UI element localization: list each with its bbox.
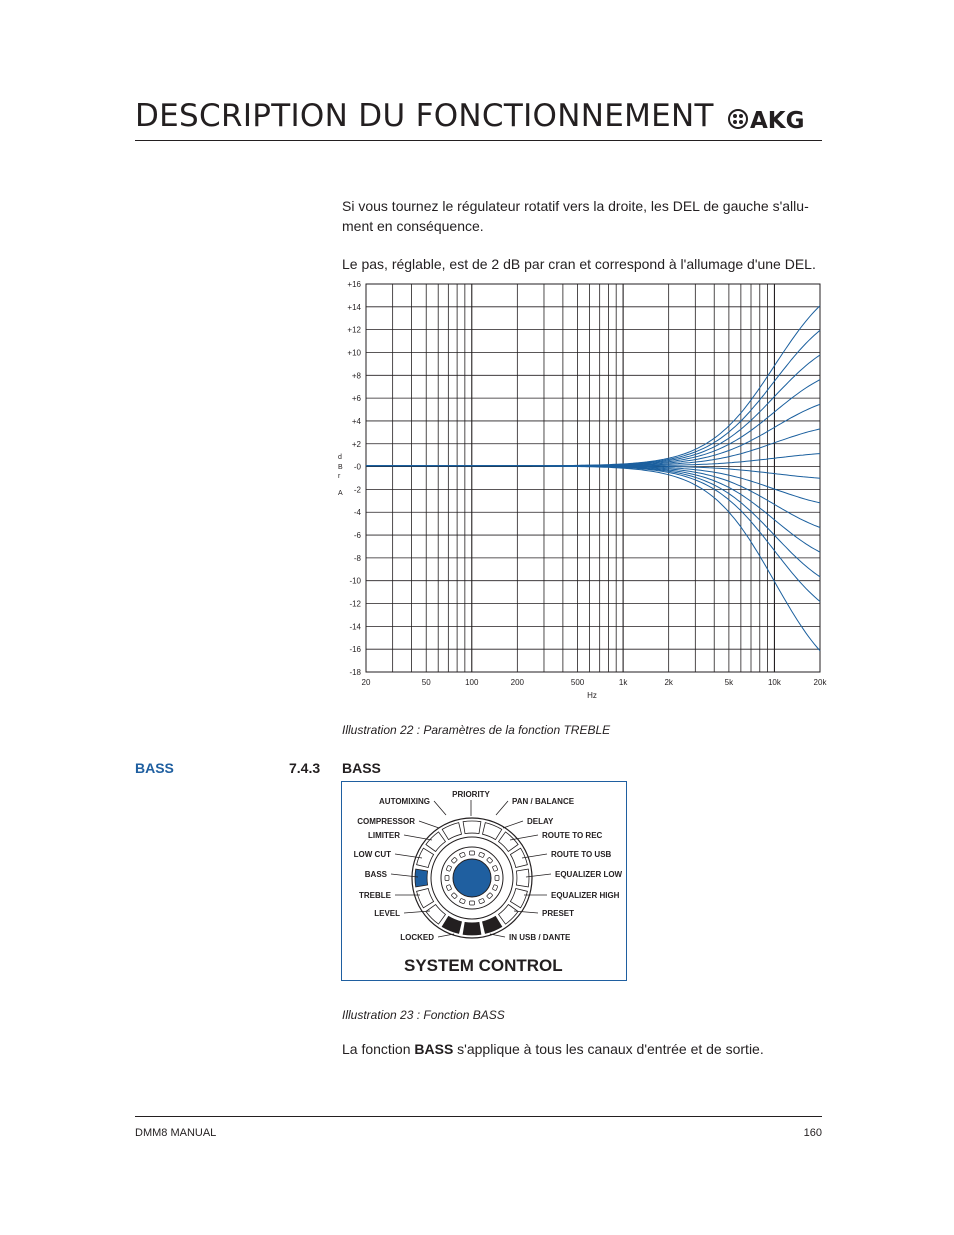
treble-curve [366,404,820,466]
panel-label-right: IN USB / DANTE [509,933,571,942]
y-tick-label: -12 [349,599,361,609]
level-led [470,901,475,905]
treble-curve [366,466,820,577]
page-title: DESCRIPTION DU FONCTIONNEMENT [135,98,714,134]
y-tick-label: -2 [353,485,361,495]
y-tick-label: +6 [351,394,361,404]
y-tick-label: +10 [347,348,361,358]
y-axis-label: d B r A [338,454,343,497]
footer-rule [135,1116,822,1117]
panel-label-right: EQUALIZER LOW [555,870,623,879]
x-tick-label: 5k [724,678,734,687]
y-tick-label: -10 [349,576,361,586]
function-led-segment [516,869,529,887]
label-leader [419,821,439,828]
label-leader [490,934,505,937]
panel-label-top: PRIORITY [452,790,490,799]
x-tick-label: 200 [510,678,525,687]
figure-22-caption: Illustration 22 : Paramètres de la fonction TREBLE [342,723,611,737]
x-tick-label: 10k [767,678,781,687]
y-tick-label: -14 [349,622,361,632]
label-leader [434,801,446,815]
paragraph-3-bold: BASS [414,1041,454,1057]
y-tick-label: -0 [353,462,361,472]
treble-curve [366,380,820,466]
y-tick-label: +8 [351,371,361,381]
panel-label-left: AUTOMIXING [379,797,430,806]
y-tick-label: +4 [351,416,361,426]
panel-label-left: BASS [364,870,387,879]
paragraph-1: Si vous tournez le régulateur rotatif vers la droite, les DEL de gauche s'allu-ment en conséquence. [342,198,809,234]
x-axis-label: Hz [587,691,597,700]
panel-label-left: LOCKED [400,933,434,942]
panel-label-right: ROUTE TO USB [551,850,612,859]
panel-label-left: LIMITER [368,831,400,840]
label-leader [503,821,523,828]
x-tick-label: 20k [813,678,827,687]
panel-label-right: PRESET [542,909,575,918]
panel-title: SYSTEM CONTROL [404,956,563,975]
panel-label-left: LEVEL [374,909,400,918]
section-title: BASS [342,760,381,776]
paragraph-3 [342,1039,764,1059]
treble-curve [366,466,820,528]
y-tick-label: -4 [353,508,361,518]
svg-text:AKG: AKG [750,108,805,132]
plot-frame [366,284,820,672]
label-leader [438,934,454,937]
x-tick-label: 20 [361,678,371,687]
x-tick-label: 500 [570,678,585,687]
treble-curve [366,466,820,478]
panel-label-left: COMPRESSOR [357,817,415,826]
page-number: 160 [803,1127,822,1139]
x-tick-label: 100 [465,678,479,687]
x-tick-label: 50 [421,678,431,687]
panel-label-left: TREBLE [359,891,391,900]
y-tick-label: -8 [353,553,361,563]
footer-manual-name: DMM8 MANUAL [135,1127,217,1139]
level-led [445,876,449,881]
y-tick-label: -16 [349,645,361,655]
treble-curve [366,466,820,602]
y-tick-label: -6 [353,531,361,541]
panel-label-right: DELAY [527,817,554,826]
treble-curve [366,466,820,651]
label-leader [496,801,508,815]
level-led [470,851,475,855]
treble-response-chart [330,275,830,705]
panel-label-right: PAN / BALANCE [512,797,575,806]
function-led-segment [463,821,481,834]
function-led-segment [415,869,428,887]
y-tick-label: +16 [347,280,361,289]
panel-label-right: EQUALIZER HIGH [551,891,620,900]
y-tick-label: +14 [347,302,361,312]
panel-label-left: LOW CUT [353,850,391,859]
y-tick-label: -18 [349,668,361,677]
akg-logo [727,106,823,132]
paragraph-2: Le pas, réglable, est de 2 dB par cran et correspond à l'allumage d'une DEL. [342,256,816,272]
paragraph-3-suffix: s'applique à tous les canaux d'entrée et de sortie. [453,1041,764,1057]
header-rule [135,140,822,141]
side-heading: BASS [135,760,174,776]
level-led [495,876,499,881]
section-number: 7.4.3 [289,760,321,776]
y-tick-label: +12 [347,325,361,335]
panel-label-right: ROUTE TO REC [542,831,603,840]
system-control-panel [341,781,627,981]
y-tick-label: +2 [351,439,361,449]
x-tick-label: 1k [618,678,628,687]
rotary-knob [453,859,491,897]
x-tick-label: 2k [664,678,673,687]
treble-curve [366,466,820,552]
function-led-segment [463,922,481,935]
paragraph-3-prefix: La fonction [342,1041,415,1057]
treble-curve [366,355,820,466]
treble-curve [366,454,820,466]
figure-23-caption: Illustration 23 : Fonction BASS [342,1008,505,1022]
